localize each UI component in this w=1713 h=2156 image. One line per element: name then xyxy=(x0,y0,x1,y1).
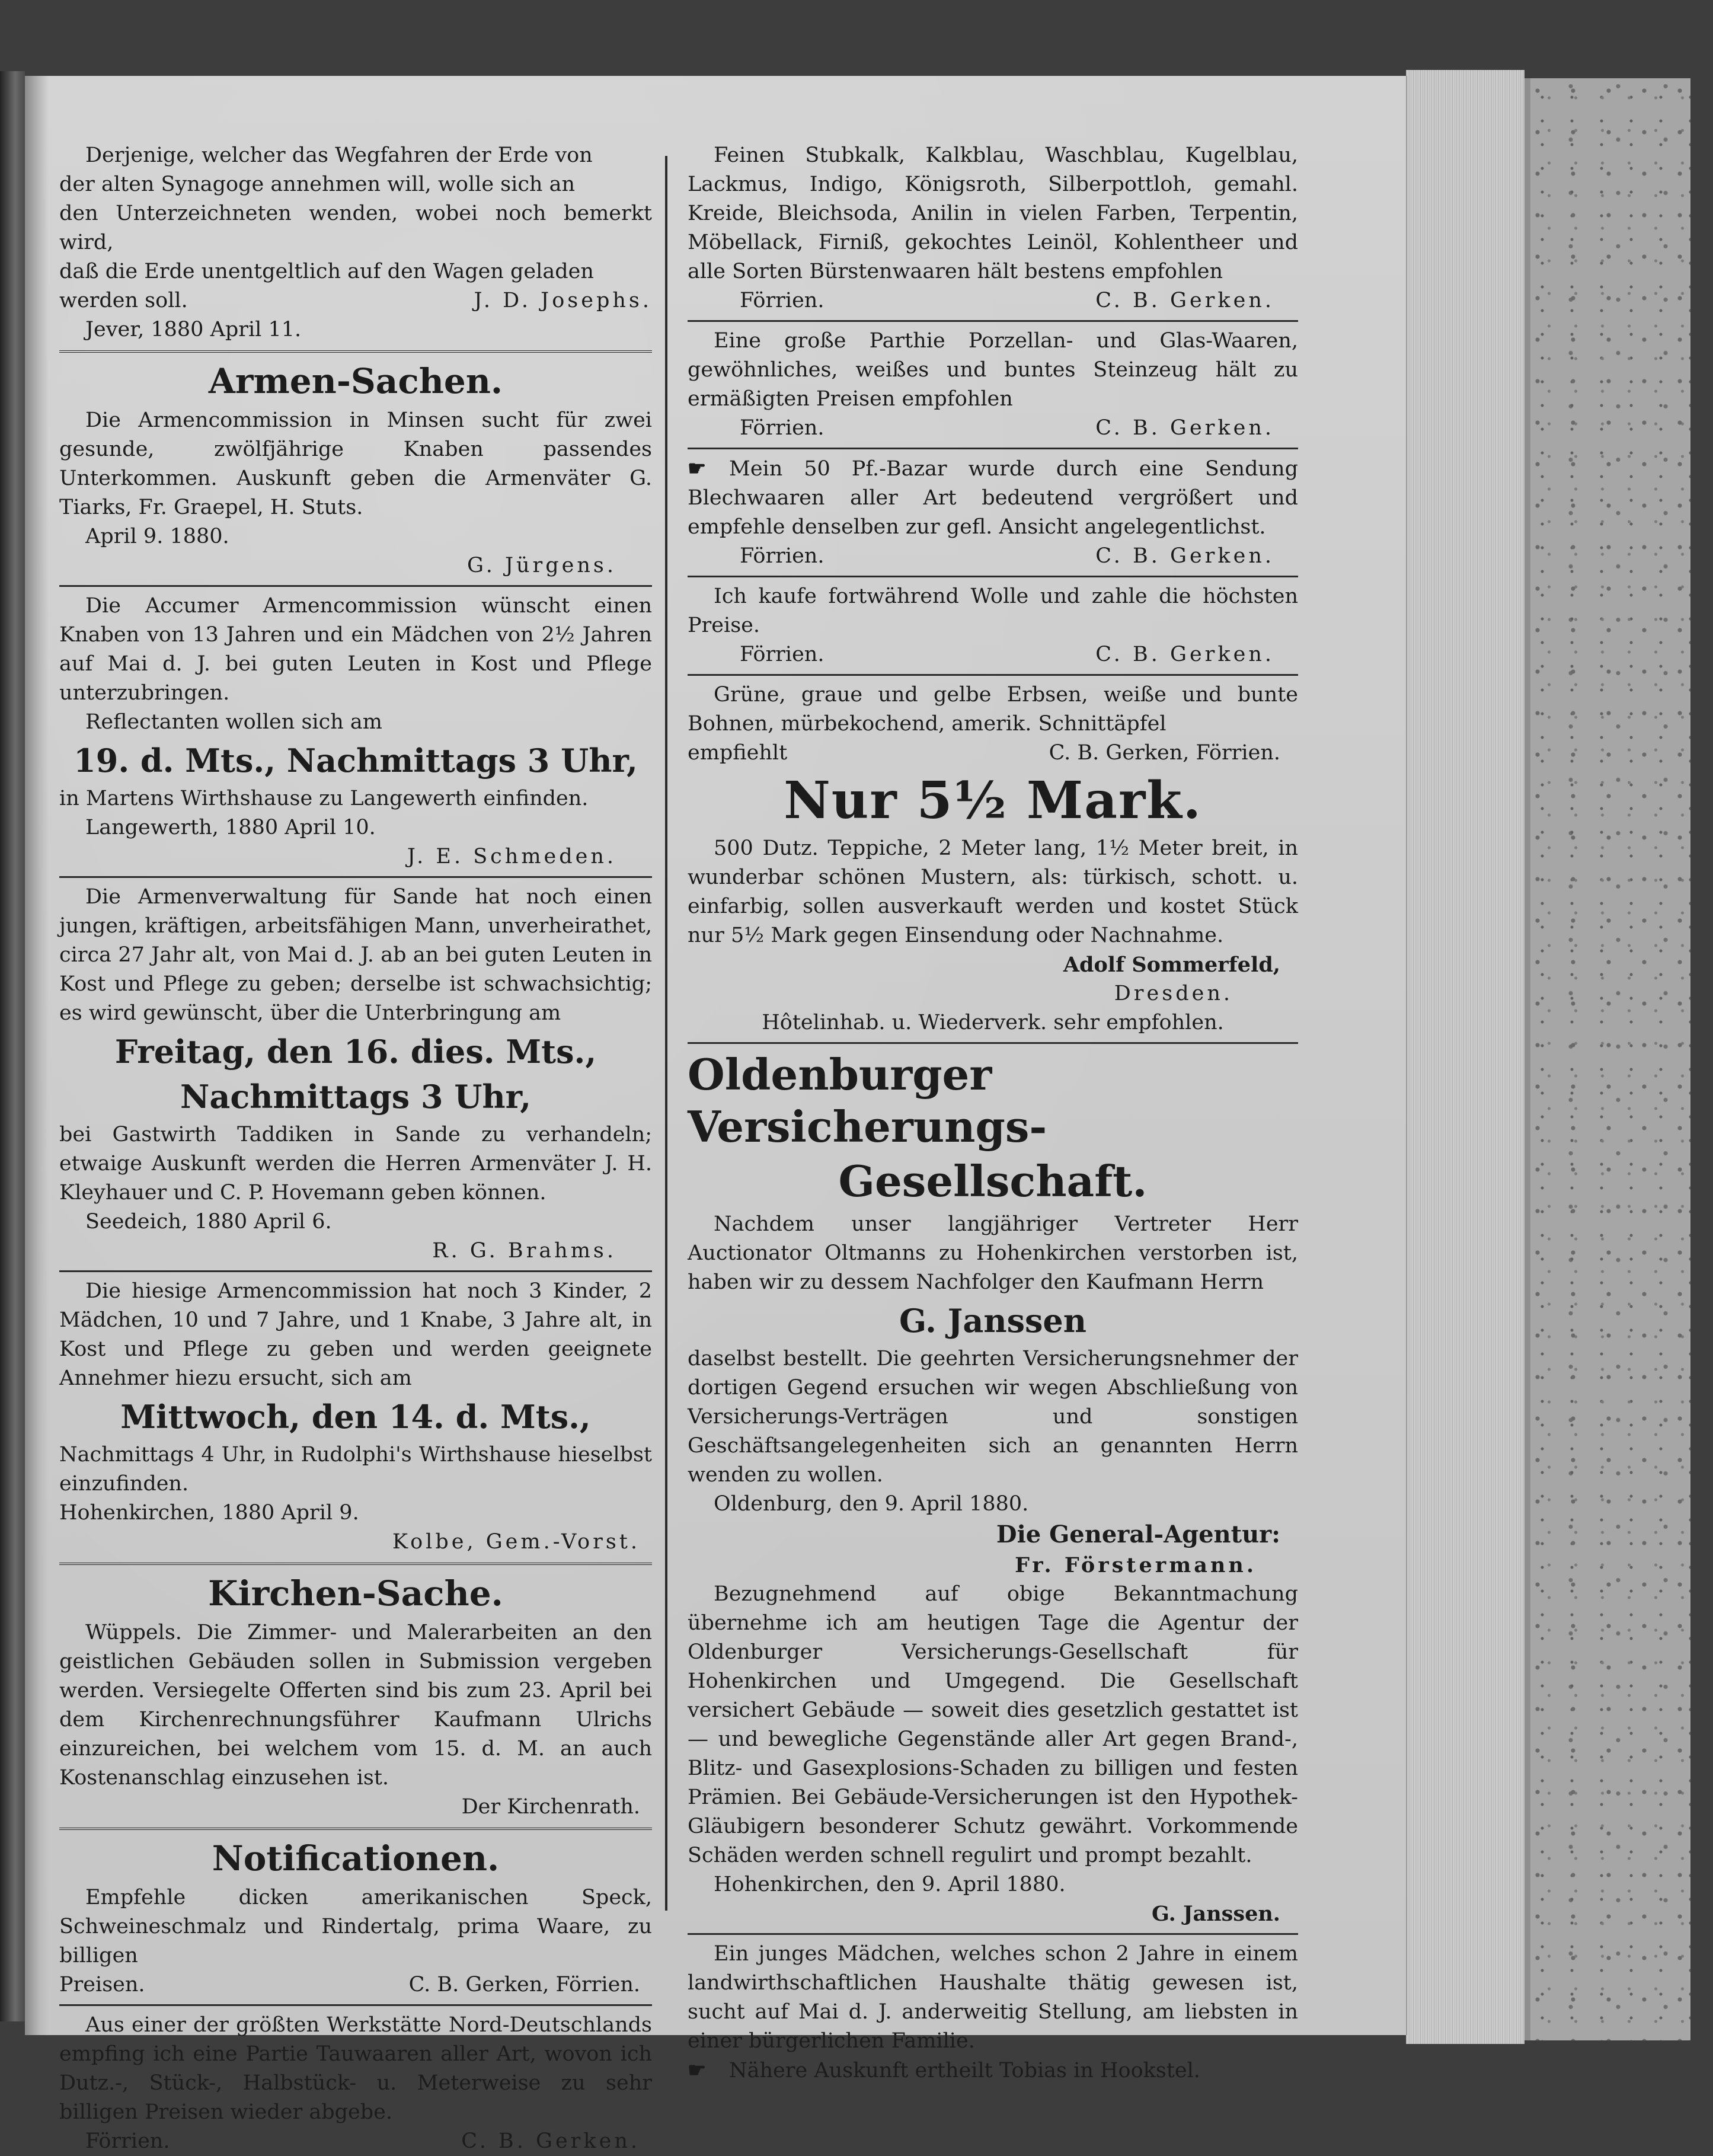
ad-date-big: Freitag, den 16. dies. Mts., xyxy=(114,1033,597,1071)
signer: Der Kirchenrath. xyxy=(461,1795,640,1819)
ad-text: Die Armencommission in Minsen sucht für zwei gesunde, zwölfjährige Knaben passendes Unterkommen. Auskunft geben die Armenväter G. Tiarks, Fr. Graepel, H. Stuts. xyxy=(59,408,652,519)
ad-date: Hohenkirchen, 1880 April 9. xyxy=(59,1501,359,1525)
ad-sign xyxy=(59,2127,652,2156)
pointing-hand-icon: ☛ xyxy=(688,456,707,481)
signer: C. B. Gerken. xyxy=(1095,643,1274,666)
ad-date-big: 19. d. Mts., Nachmittags 3 Uhr, xyxy=(73,742,638,780)
ad-porzellan xyxy=(688,327,1298,443)
ad-last: empfiehlt xyxy=(688,741,788,765)
place: Förrien. xyxy=(85,2129,170,2153)
ad-text: Eine große Parthie Porzellan- und Glas-Waaren, gewöhnliches, weißes und buntes Steinzeug hält zu ermäßigten Preisen empfohlen xyxy=(688,329,1298,411)
separator-rule xyxy=(59,350,652,353)
ad-text-inner: Mein 50 Pf.-Bazar wurde durch eine Sendung Blechwaaren aller Art bedeutend vergrößert und empfehle denselben zur gefl. Ansicht angelegentlichst. xyxy=(688,457,1298,539)
place: Förrien. xyxy=(740,544,824,568)
ad-erde-line: Derjenige, welcher das Wegfahren der Erde von xyxy=(85,143,593,167)
separator-rule xyxy=(688,674,1298,676)
ad-wueppels xyxy=(59,1618,652,1822)
ad-erde-last: werden soll. xyxy=(59,289,188,312)
section-heading-kirchen: Kirchen-Sache. xyxy=(208,1573,503,1614)
ad-date: Oldenburg, den 9. April 1880. xyxy=(714,1492,1029,1516)
place: Förrien. xyxy=(740,289,824,312)
section-heading-armen: Armen-Sachen. xyxy=(208,361,503,401)
ad-erde xyxy=(59,141,652,344)
signer: G. Janssen. xyxy=(1151,1902,1280,1926)
signer: C. B. Gerken. xyxy=(461,2129,640,2153)
ad-last: Preisen. xyxy=(59,1973,145,1997)
ad-text: Empfehle dicken amerikanischen Speck, Schweineschmalz und Rindertalg, prima Waare, zu billigen xyxy=(59,1886,652,1967)
ad-text: in Martens Wirthshause zu Langewerth einfinden. xyxy=(59,787,589,810)
right-column xyxy=(688,141,1298,2082)
ad-text: Die hiesige Armencommission hat noch 3 Kinder, 2 Mädchen, 10 und 7 Jahre, und 1 Knabe, 3 Jahre alt, in Kost und Pflege zu geben und werden geeignete Annehmer hiezu ersucht, sich am xyxy=(59,1279,652,1390)
ad-heading-mark: Nur 5½ Mark. xyxy=(784,771,1202,831)
signer: C. B. Gerken. xyxy=(1095,416,1274,440)
ad-sign xyxy=(59,1970,652,2000)
signer: J. E. Schmeden. xyxy=(407,845,616,868)
ad-heading: Oldenburger Versicherungs- xyxy=(688,1049,1047,1152)
signer: R. G. Brahms. xyxy=(432,1239,616,1263)
ad-tauwaaren xyxy=(59,2011,652,2156)
ad-sign xyxy=(688,640,1298,669)
separator-rule xyxy=(688,1933,1298,1935)
separator-rule xyxy=(688,320,1298,322)
ad-date-big: Mittwoch, den 14. d. Mts., xyxy=(120,1398,591,1436)
ad-text: Die Accumer Armencommission wünscht einen Knaben von 13 Jahren und ein Mädchen von 2½ Jahren auf Mai d. J. bei guten Leuten in Kost und Pflege unterzubringen. xyxy=(59,594,652,705)
ad-erde-line: den Unterzeichneten wenden, wobei noch bemerkt wird, xyxy=(59,202,652,254)
signer: G. Jürgens. xyxy=(466,554,616,577)
ad-text: Ein junges Mädchen, welches schon 2 Jahre in einem landwirthschaftlichen Haushalte thätig gewesen ist, sucht auf Mai d. J. anderweitig Stellung, am liebsten in einer bürgerlichen Familie. xyxy=(688,1942,1298,2053)
signer-city: Dresden. xyxy=(1114,982,1233,1005)
place: Förrien. xyxy=(740,416,824,440)
page-edges xyxy=(1406,70,1525,2044)
signer: C. B. Gerken, Förrien. xyxy=(408,1973,640,1997)
ad-text: Nachdem unser langjähriger Vertreter Herr Auctionator Oltmanns zu Hohenkirchen verstorben ist, haben wir zu dessem Nachfolger den Kaufmann Herrn xyxy=(688,1212,1298,1294)
section-heading-notif: Notificationen. xyxy=(212,1838,500,1879)
ad-sign xyxy=(688,414,1298,443)
ad-stubkalk xyxy=(688,141,1298,315)
ad-oldenburger xyxy=(688,1049,1298,1928)
ad-date: Langewerth, 1880 April 10. xyxy=(85,816,376,839)
ad-erde-sign xyxy=(59,286,652,315)
book-cover-board xyxy=(1525,78,1690,2040)
ad-sign xyxy=(688,542,1298,571)
newspaper-page xyxy=(25,76,1406,2153)
ad-teppiche xyxy=(688,834,1298,1037)
ad-text xyxy=(688,454,1298,542)
ad-accum xyxy=(59,592,652,871)
ad-text: Reflectanten wollen sich am xyxy=(85,710,382,734)
ad-text: Aus einer der größten Werkstätte Nord-Deutschlands empfing ich eine Partie Tauwaaren aller Art, wovon ich Dutz.-, Stück-, Halbstück- u. Meterweise zu sehr billigen Preisen wieder abgebe. xyxy=(59,2013,652,2124)
ad-text: Nachmittags 4 Uhr, in Rudolphi's Wirthshause hieselbst einzufinden. xyxy=(59,1443,652,1496)
ad-sign xyxy=(688,286,1298,315)
ad-heading: Gesellschaft. xyxy=(838,1156,1148,1206)
ad-text: bei Gastwirth Taddiken in Sande zu verhandeln; etwaige Auskunft werden die Herren Armenväter J. H. Kleyhauer und C. P. Hovemann geben können. xyxy=(59,1123,652,1205)
ad-name: G. Janssen xyxy=(899,1302,1086,1340)
agency: Die General-Agentur: xyxy=(996,1521,1280,1548)
ad-note: Hôtelinhab. u. Wiederverk. sehr empfohlen. xyxy=(762,1011,1224,1034)
agent: Fr. Förstermann. xyxy=(1015,1553,1257,1577)
separator-rule xyxy=(59,1270,652,1272)
separator-rule xyxy=(59,876,652,878)
signer: J. D. Josephs. xyxy=(474,289,652,312)
ad-minsen xyxy=(59,406,652,580)
ad-sande xyxy=(59,883,652,1266)
separator-rule xyxy=(688,1042,1298,1044)
ad-text: Grüne, graue und gelbe Erbsen, weiße und bunte Bohnen, mürbekochend, amerik. Schnittäpfel xyxy=(688,683,1298,736)
ad-text: Ich kaufe fortwährend Wolle und zahle die höchsten Preise. xyxy=(688,584,1298,637)
ad-text xyxy=(688,2056,1298,2085)
left-page-edge xyxy=(0,71,25,2021)
column-divider xyxy=(665,156,667,1911)
ad-date: Hohenkirchen, den 9. April 1880. xyxy=(714,1873,1066,1896)
ad-erbsen xyxy=(688,681,1298,768)
ad-erde-date: Jever, 1880 April 11. xyxy=(85,318,302,341)
separator-rule xyxy=(59,2004,652,2006)
ad-bazar xyxy=(688,454,1298,571)
ad-maedchen xyxy=(688,1940,1298,2085)
ad-text: Die Armenverwaltung für Sande hat noch einen jungen, kräftigen, arbeitsfähigen Mann, unverheirathet, circa 27 Jahr alt, von Mai d. J. ab an bei guten Leuten in Kost und Pflege zu geben; derselbe ist schwachsichtig; es wird gewünscht, über die Unterbringung am xyxy=(59,885,652,1025)
ad-sign xyxy=(688,739,1298,768)
ad-text: Bezugnehmend auf obige Bekanntmachung übernehme ich am heutigen Tage die Agentur der Oldenburger Versicherungs-Gesellschaft für Hohenkirchen und Umgegend. Die Gesellschaft versichert Gebäude — soweit dies gesetzlich gestattet ist — und bewegliche Gegenstände aller Art gegen Brand-, Blitz- und Gasexplosions-Schaden zu billigen und festen Prämien. Bei Gebäude-Versicherungen ist den Hypothek-Gläubigern besonderer Schutz gewährt. Vorkommende Schäden werden schnell regulirt und prompt bezahlt. xyxy=(688,1582,1298,1867)
ad-speck xyxy=(59,1883,652,2000)
gutter-shadow xyxy=(25,76,49,2035)
ad-text: Wüppels. Die Zimmer- und Malerarbeiten an den geistlichen Gebäuden sollen in Submission vergeben werden. Versiegelte Offerten sind bis zum 23. April bei dem Kirchenrechnungsführer Kaufmann Ulrichs einzureichen, bei welchem vom 15. d. M. an auch Kostenanschlag einzusehen ist. xyxy=(59,1621,652,1790)
ad-text: 500 Dutz. Teppiche, 2 Meter lang, 1½ Meter breit, in wunderbar schönen Mustern, als: türkisch, schott. u. einfarbig, sollen ausverkauft werden und kostet Stück nur 5½ Mark gegen Einsendung oder Nachnahme. xyxy=(688,836,1298,947)
separator-rule xyxy=(59,1828,652,1830)
ad-text: daselbst bestellt. Die geehrten Versicherungsnehmer der dortigen Gegend ersuchen wir wegen Abschließung von Versicherungs-Verträgen und sonstigen Geschäftsangelegenheiten sich an genannten Herrn wenden zu wollen. xyxy=(688,1347,1298,1487)
separator-rule xyxy=(688,448,1298,449)
separator-rule xyxy=(688,576,1298,577)
ad-erde-line: daß die Erde unentgeltlich auf den Wagen geladen xyxy=(59,260,594,283)
left-column xyxy=(59,141,652,2153)
signer: Adolf Sommerfeld, xyxy=(1063,953,1280,977)
ad-wolle xyxy=(688,582,1298,669)
ad-text: Feinen Stubkalk, Kalkblau, Waschblau, Kugelblau, Lackmus, Indigo, Königsroth, Silberpottloh, gemahl. Kreide, Bleichsoda, Anilin in vielen Farben, Terpentin, Möbellack, Firniß, gekochtes Leinöl, Kohlentheer und alle Sorten Bürstenwaaren hält bestens empfohlen xyxy=(688,143,1298,283)
ad-erde-line: der alten Synagoge annehmen will, wolle sich an xyxy=(59,173,576,196)
signer: C. B. Gerken, Förrien. xyxy=(1049,741,1280,765)
ad-date: April 9. 1880. xyxy=(85,525,229,548)
signer: C. B. Gerken. xyxy=(1095,289,1274,312)
ad-last: Nähere Auskunft ertheilt Tobias in Hookstel. xyxy=(729,2059,1200,2082)
ad-date: Seedeich, 1880 April 6. xyxy=(85,1210,332,1234)
separator-rule xyxy=(59,585,652,587)
pointing-hand-icon: ☛ xyxy=(688,2058,707,2082)
place: Förrien. xyxy=(740,643,824,666)
ad-date-big: Nachmittags 3 Uhr, xyxy=(180,1078,532,1116)
signer: C. B. Gerken. xyxy=(1095,544,1274,568)
signer: Kolbe, Gem.-Vorst. xyxy=(392,1530,640,1554)
ad-hohenkirchen xyxy=(59,1277,652,1557)
separator-rule xyxy=(59,1563,652,1565)
